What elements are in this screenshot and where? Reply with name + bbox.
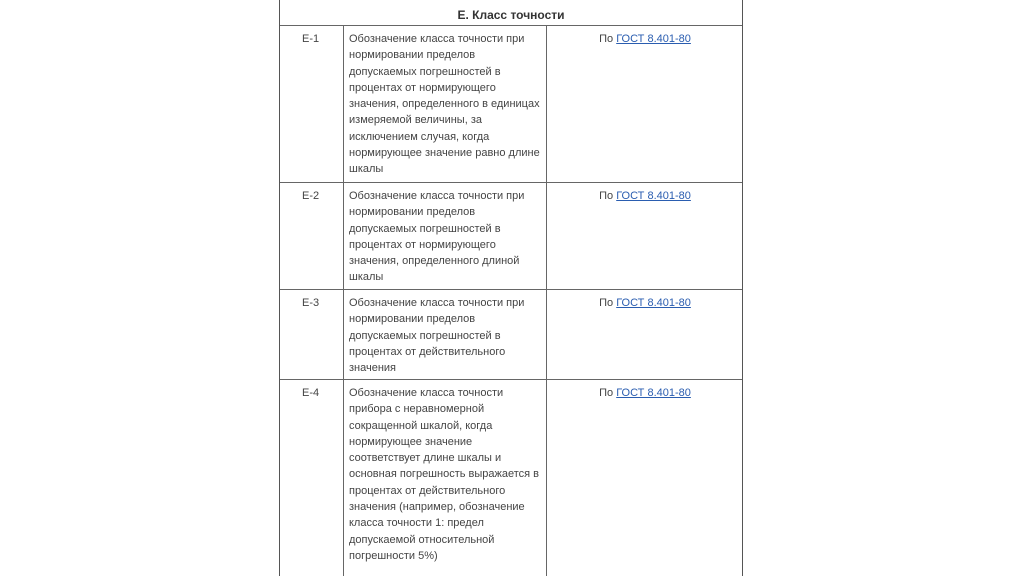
row-description: Обозначение класса точности при нормировании пределов допускаемых погрешностей в процентах от нормирующего значения, определенного в единицах измеряемой величины, за исключением случая, когда нормирующее значение равно длине шкалы <box>349 33 540 176</box>
row-code: Е-4 <box>302 387 320 399</box>
row-reference <box>547 297 743 309</box>
row-description: Обозначение класса точности прибора с неравномерной сокращенной шкалой, когда нормирующее значение соответствует длине шкалы и основная погрешность выражается в процентах от действительного значения (например, обозначение класса точности 1: предел допускаемой относительной погрешности 5%) <box>349 387 540 562</box>
reference-prefix: По <box>599 33 614 45</box>
gost-link[interactable]: ГОСТ 8.401-80 <box>616 190 691 202</box>
row-code: Е-2 <box>302 190 320 202</box>
section-title: Е. Класс точности <box>457 8 565 22</box>
table-row <box>280 25 742 182</box>
table-row <box>280 289 742 379</box>
row-description: Обозначение класса точности при нормировании пределов допускаемых погрешностей в процентах от действительного значения <box>349 297 525 375</box>
gost-link[interactable]: ГОСТ 8.401-80 <box>616 387 691 399</box>
row-code: Е-1 <box>302 33 320 45</box>
standards-table <box>279 0 743 576</box>
row-code: Е-3 <box>302 297 320 309</box>
table-row <box>280 379 742 576</box>
reference-prefix: По <box>599 297 614 309</box>
table-row <box>280 182 742 289</box>
gost-link[interactable]: ГОСТ 8.401-80 <box>616 297 691 309</box>
row-reference <box>547 190 743 202</box>
reference-prefix: По <box>599 387 614 399</box>
reference-prefix: По <box>599 190 614 202</box>
gost-link[interactable]: ГОСТ 8.401-80 <box>616 33 691 45</box>
row-description: Обозначение класса точности при нормировании пределов допускаемых погрешностей в процентах от нормирующего значения, определенного длиной шкалы <box>349 190 525 284</box>
row-reference <box>547 33 743 45</box>
row-reference <box>547 387 743 399</box>
